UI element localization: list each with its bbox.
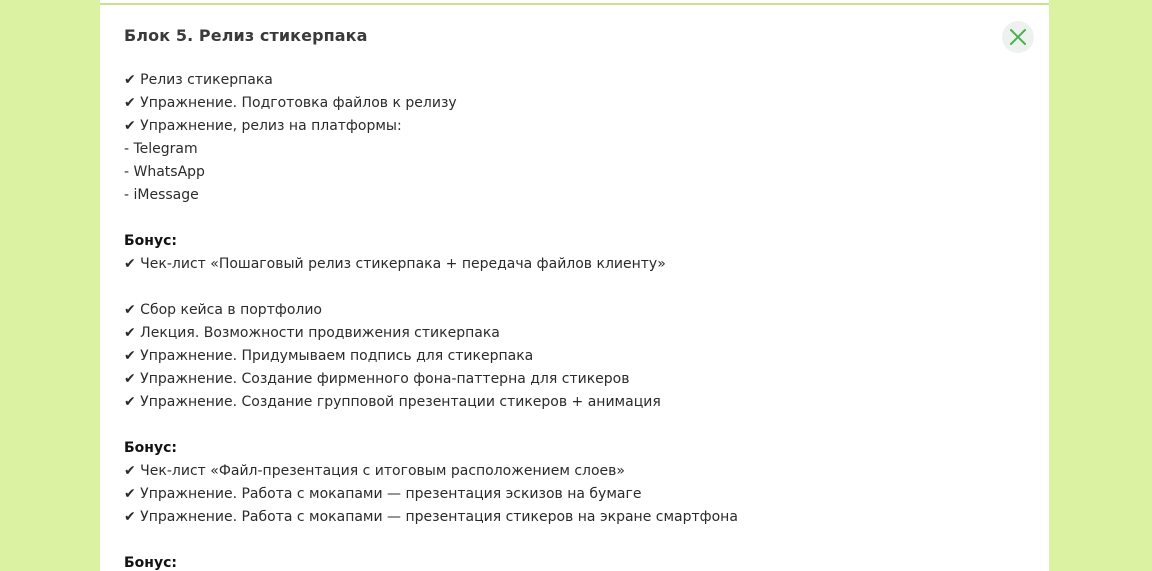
list-item: ✔ Сбор кейса в портфолио [124,302,322,318]
list-item: ✔ Упражнение. Работа с мокапами — презентация стикеров на экране смартфона [124,509,738,525]
spacer [124,207,1025,230]
spacer [124,529,1025,552]
list-item: ✔ Лекция. Возможности продвижения стикерпака [124,325,500,341]
list-item: - WhatsApp [124,164,205,180]
bonus-heading: Бонус: [124,233,177,249]
list-item: ✔ Чек-лист «Файл-презентация с итоговым расположением слоев» [124,463,625,479]
bonus-heading: Бонус: [124,440,177,456]
list-item: ✔ Упражнение. Подготовка файлов к релизу [124,95,457,111]
list-item: ✔ Чек-лист «Пошаговый релиз стикерпака + передача файлов клиенту» [124,256,666,272]
spacer [124,276,1025,299]
modal-top-border [100,0,1049,5]
list-item: - iMessage [124,187,199,203]
modal-content [124,69,1025,571]
close-icon [1009,28,1027,46]
modal-title: Блок 5. Релиз стикерпака [124,26,368,45]
list-item: ✔ Упражнение, релиз на платформы: [124,118,402,134]
close-button[interactable] [1002,21,1034,53]
list-item: ✔ Упражнение. Работа с мокапами — презентация эскизов на бумаге [124,486,642,502]
list-item: ✔ Упражнение. Создание фирменного фона-паттерна для стикеров [124,371,630,387]
list-item: ✔ Упражнение. Придумываем подпись для стикерпака [124,348,534,364]
list-item: ✔ Упражнение. Создание групповой презентации стикеров + анимация [124,394,661,410]
list-item: ✔ Релиз стикерпака [124,72,273,88]
module-modal [100,0,1049,571]
spacer [124,414,1025,437]
list-item: - Telegram [124,141,198,157]
bonus-heading: Бонус: [124,555,177,571]
